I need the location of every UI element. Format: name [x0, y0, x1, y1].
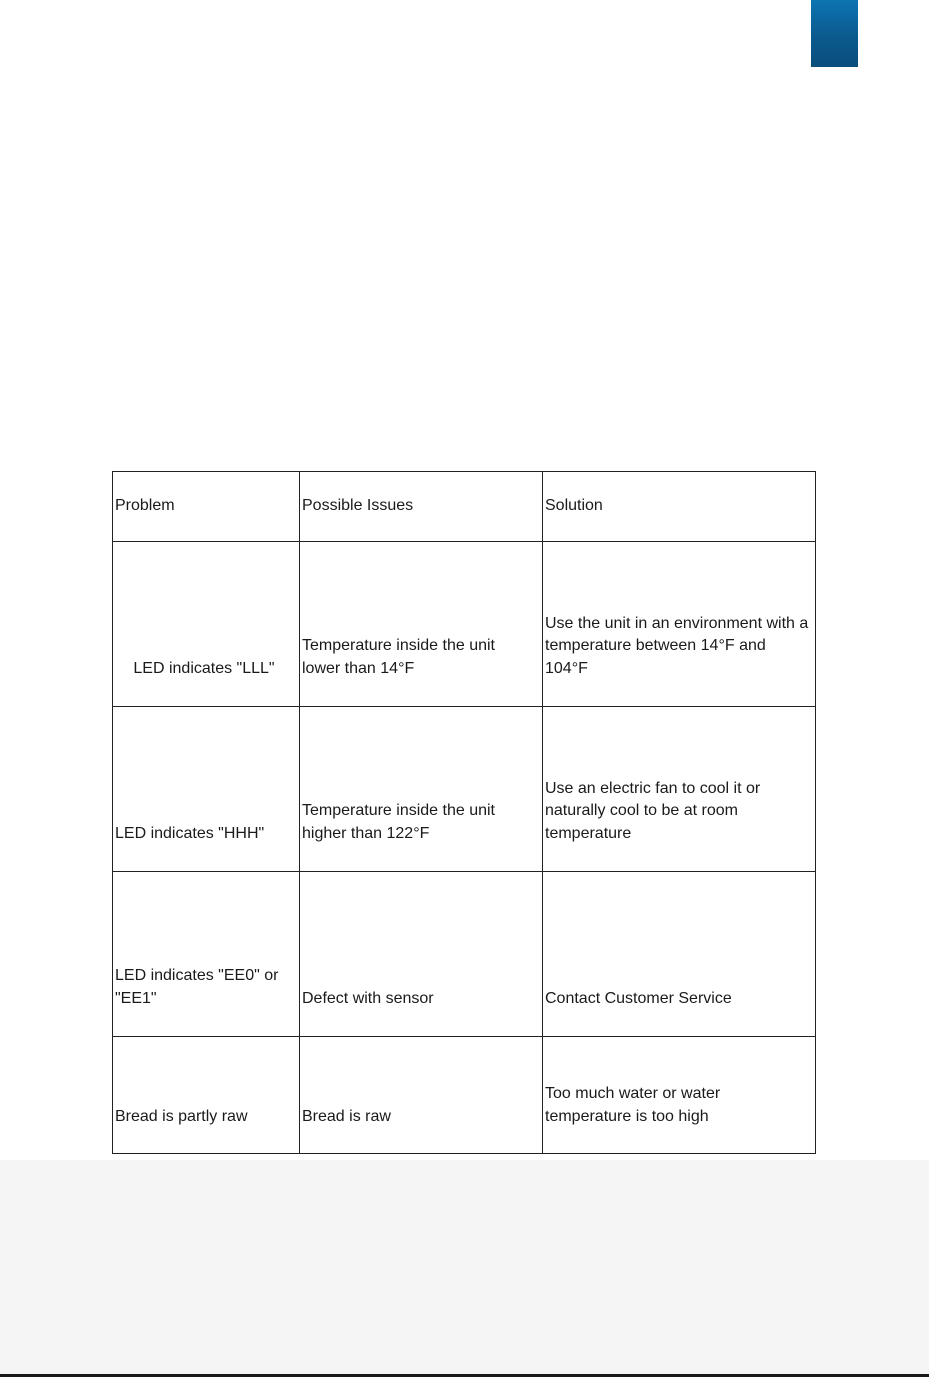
corner-accent-tab: [811, 0, 858, 67]
table-row: [113, 1037, 816, 1154]
table-row: [113, 542, 816, 707]
issue-cell: Temperature inside the unit lower than 14°F: [300, 542, 543, 707]
solution-cell: Too much water or water temperature is too high: [543, 1037, 816, 1154]
table-header-row: [113, 472, 816, 542]
header-possible-issues: Possible Issues: [300, 472, 543, 542]
problem-cell: LED indicates "HHH": [113, 707, 300, 872]
issue-cell: Defect with sensor: [300, 872, 543, 1037]
issue-cell: Temperature inside the unit higher than 122°F: [300, 707, 543, 872]
solution-cell: Use an electric fan to cool it or naturally cool to be at room temperature: [543, 707, 816, 872]
problem-cell: LED indicates "LLL": [113, 542, 300, 707]
table-row: [113, 707, 816, 872]
header-problem: Problem: [113, 472, 300, 542]
troubleshooting-table: [112, 471, 816, 1154]
problem-cell: LED indicates "EE0" or "EE1": [113, 872, 300, 1037]
problem-cell: Bread is partly raw: [113, 1037, 300, 1154]
solution-cell: Use the unit in an environment with a temperature between 14°F and 104°F: [543, 542, 816, 707]
issue-cell: Bread is raw: [300, 1037, 543, 1154]
header-solution: Solution: [543, 472, 816, 542]
solution-cell: Contact Customer Service: [543, 872, 816, 1037]
table-row: [113, 872, 816, 1037]
footer-band: [0, 1160, 929, 1374]
